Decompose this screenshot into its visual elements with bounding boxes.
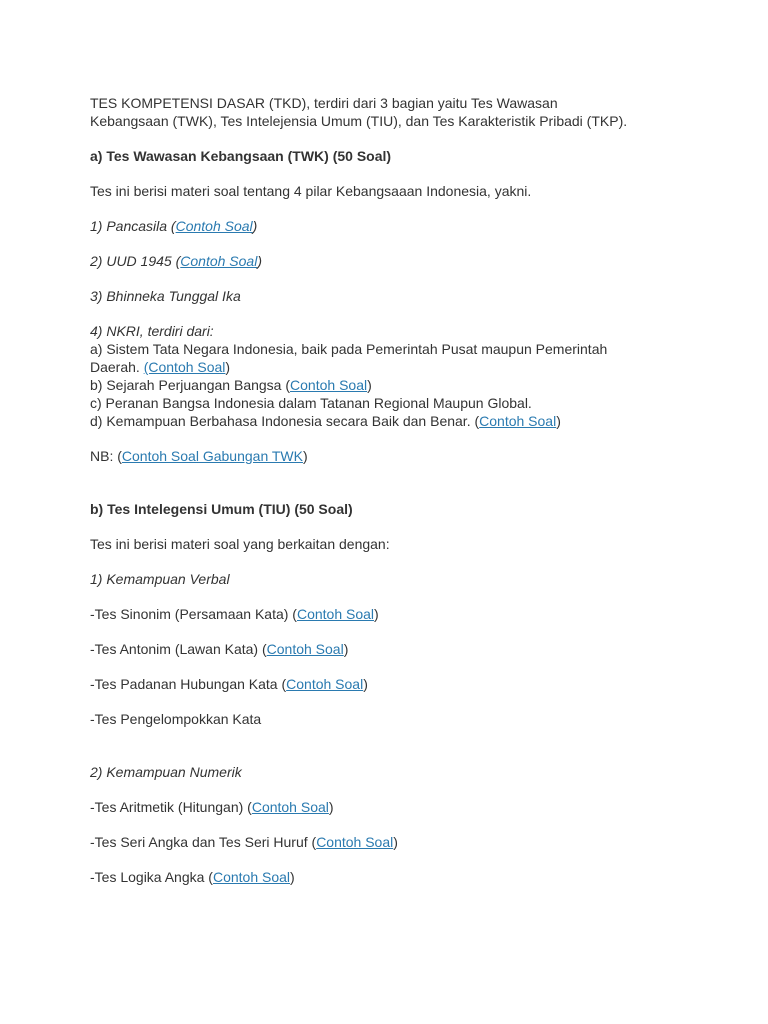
twk-heading: a) Tes Wawasan Kebangsaan (TWK) (50 Soal) xyxy=(90,148,392,164)
pancasila-label: 1) Pancasila ( xyxy=(90,218,176,234)
close-paren: ) xyxy=(302,448,308,464)
twk-item-pancasila xyxy=(90,217,690,235)
seri-contoh-soal-link[interactable]: Contoh Soal xyxy=(316,834,394,850)
tiu-padanan xyxy=(90,675,690,693)
uud-contoh-soal-link[interactable]: Contoh Soal xyxy=(180,253,258,269)
close-paren: ) xyxy=(252,218,258,234)
nkri-sub-b xyxy=(90,376,690,394)
sinonim-contoh-soal-link[interactable]: Contoh Soal xyxy=(296,606,375,622)
tiu-seri xyxy=(90,833,690,851)
close-paren: ) xyxy=(225,359,231,375)
close-paren: ) xyxy=(328,799,334,815)
sub-d-label: d) Kemampuan Berbahasa Indonesia secara Baik dan Benar. ( xyxy=(90,413,480,429)
tiu-description: Tes ini berisi materi soal yang berkaitan dengan: xyxy=(90,536,390,552)
tiu-antonim xyxy=(90,640,690,658)
sub-b-contoh-soal-link[interactable]: Contoh Soal xyxy=(290,377,368,393)
nb-label: NB: ( xyxy=(90,448,122,464)
sub-a-line-1: a) Sistem Tata Negara Indonesia, baik pada Pemerintah Pusat maupun Pemerintah xyxy=(90,341,608,357)
tiu-aritmetik xyxy=(90,798,690,816)
nkri-sub-d xyxy=(90,412,690,430)
close-paren: ) xyxy=(393,834,398,850)
seri-label: -Tes Seri Angka dan Tes Seri Huruf ( xyxy=(90,834,317,850)
logika-label: -Tes Logika Angka ( xyxy=(90,869,213,885)
close-paren: ) xyxy=(556,413,561,429)
uud-label: 2) UUD 1945 ( xyxy=(90,253,181,269)
close-paren: ) xyxy=(374,606,379,622)
antonim-contoh-soal-link[interactable]: Contoh Soal xyxy=(266,641,344,657)
nkri-sub-c: c) Peranan Bangsa Indonesia dalam Tatanan Regional Maupun Global. xyxy=(90,395,532,411)
twk-item-bhinneka: 3) Bhinneka Tunggal Ika xyxy=(90,288,241,304)
twk-description: Tes ini berisi materi soal tentang 4 pilar Kebangsaaan Indonesia, yakni. xyxy=(90,183,532,199)
twk-item-uud xyxy=(90,252,690,270)
close-paren: ) xyxy=(343,641,349,657)
sub-a-contoh-soal-link[interactable]: (Contoh Soal xyxy=(143,359,226,375)
aritmetik-label: -Tes Aritmetik (Hitungan) ( xyxy=(90,799,252,815)
twk-nb xyxy=(90,447,690,465)
tiu-heading: b) Tes Intelegensi Umum (TIU) (50 Soal) xyxy=(90,501,353,517)
close-paren: ) xyxy=(363,676,368,692)
tiu-sinonim xyxy=(90,605,690,623)
sub-a-line-2: Daerah. xyxy=(90,359,144,375)
sinonim-label: -Tes Sinonim (Persamaan Kata) ( xyxy=(90,606,297,622)
document-body xyxy=(90,94,690,886)
intro-paragraph xyxy=(90,94,690,130)
intro-line-1: TES KOMPETENSI DASAR (TKD), terdiri dari 3 bagian yaitu Tes Wawasan xyxy=(90,95,558,111)
sub-d-contoh-soal-link[interactable]: Contoh Soal xyxy=(479,413,557,429)
close-paren: ) xyxy=(367,377,372,393)
tiu-pengelompokkan: -Tes Pengelompokkan Kata xyxy=(90,711,262,727)
aritmetik-contoh-soal-link[interactable]: Contoh Soal xyxy=(251,799,329,815)
tiu-logika xyxy=(90,868,690,886)
pancasila-contoh-soal-link[interactable]: Contoh Soal xyxy=(175,218,253,234)
nb-gabungan-twk-link[interactable]: Contoh Soal Gabungan TWK xyxy=(121,448,303,464)
twk-item-nkri: 4) NKRI, terdiri dari: xyxy=(90,323,214,339)
close-paren: ) xyxy=(290,869,295,885)
padanan-contoh-soal-link[interactable]: Contoh Soal xyxy=(286,676,364,692)
sub-b-label: b) Sejarah Perjuangan Bangsa ( xyxy=(90,377,291,393)
antonim-label: -Tes Antonim (Lawan Kata) ( xyxy=(90,641,267,657)
tiu-verbal-heading: 1) Kemampuan Verbal xyxy=(90,571,230,587)
nkri-sub-a xyxy=(90,340,690,376)
close-paren: ) xyxy=(257,253,262,269)
tiu-numerik-heading: 2) Kemampuan Numerik xyxy=(90,764,242,780)
logika-contoh-soal-link[interactable]: Contoh Soal xyxy=(212,869,291,885)
intro-line-2: Kebangsaan (TWK), Tes Intelejensia Umum (TIU), dan Tes Karakteristik Pribadi (TKP). xyxy=(90,113,628,129)
padanan-label: -Tes Padanan Hubungan Kata ( xyxy=(90,676,287,692)
